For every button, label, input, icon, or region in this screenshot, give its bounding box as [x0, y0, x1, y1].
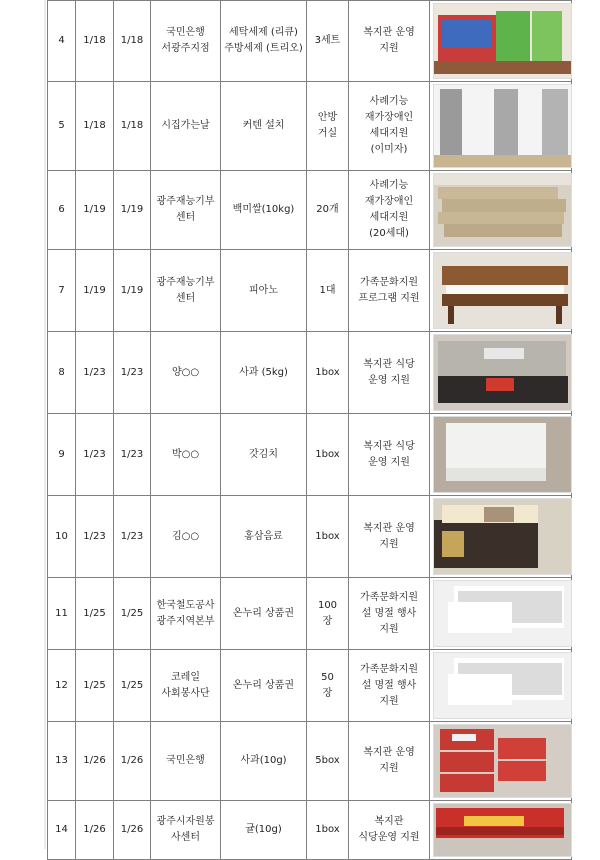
usage-purpose-cell: 복지관 식당 운영 지원: [349, 332, 430, 414]
receipt-date-cell: 1/25: [76, 578, 114, 650]
receipt-date-cell: 1/26: [76, 801, 114, 860]
rice-bags-photo: [433, 173, 572, 247]
registration-date-cell: 1/18: [114, 82, 151, 171]
table-row: [48, 496, 572, 578]
usage-purpose-cell: 가족문화지원 설 명절 행사 지원: [349, 650, 430, 722]
photo-cell: [430, 82, 572, 171]
table-row: [48, 171, 572, 250]
table-row: [48, 1, 572, 82]
item-name-cell: 갓김치: [221, 414, 307, 496]
table-row: [48, 82, 572, 171]
receipt-date-cell: 1/18: [76, 1, 114, 82]
registration-date-cell: 1/19: [114, 171, 151, 250]
piano-photo: [433, 252, 572, 329]
receipt-date-cell: 1/25: [76, 650, 114, 722]
donor-name-cell: 광주재능기부 센터: [151, 250, 221, 332]
quantity-cell: 5box: [307, 722, 349, 801]
table-row: [48, 650, 572, 722]
apple-box-photo: [433, 334, 572, 411]
usage-purpose-cell: 복지관 식당운영 지원: [349, 801, 430, 860]
usage-purpose-cell: 사례기능 재가장애인 세대지원 (이미자): [349, 82, 430, 171]
row-number-cell: 5: [48, 82, 76, 171]
registration-date-cell: 1/23: [114, 496, 151, 578]
item-name-cell: 온누리 상품권: [221, 578, 307, 650]
ginseng-box-photo: [433, 498, 572, 575]
quantity-cell: 3세트: [307, 1, 349, 82]
usage-purpose-cell: 복지관 운영 지원: [349, 722, 430, 801]
item-name-cell: 사과 (5kg): [221, 332, 307, 414]
quantity-cell: 100 장: [307, 578, 349, 650]
donor-name-cell: 시집가는날: [151, 82, 221, 171]
table-row: [48, 578, 572, 650]
donor-name-cell: 광주재능기부 센터: [151, 171, 221, 250]
detergent-boxes-photo: [433, 3, 572, 79]
photo-cell: [430, 801, 572, 860]
table-row: [48, 801, 572, 860]
donor-name-cell: 한국철도공사 광주지역본부: [151, 578, 221, 650]
donor-name-cell: 국민은행: [151, 722, 221, 801]
row-number-cell: 14: [48, 801, 76, 860]
gift-vouchers-photo: [433, 652, 572, 719]
registration-date-cell: 1/26: [114, 801, 151, 860]
usage-purpose-cell: 복지관 운영 지원: [349, 1, 430, 82]
item-name-cell: 세탁세제 (리큐) 주방세제 (트리오): [221, 1, 307, 82]
item-name-cell: 온누리 상품권: [221, 650, 307, 722]
table-row: [48, 722, 572, 801]
usage-purpose-cell: 가족문화지원 설 명절 행사 지원: [349, 578, 430, 650]
table-row: [48, 250, 572, 332]
quantity-cell: 1box: [307, 801, 349, 860]
usage-purpose-cell: 사례기능 재가장애인 세대지원 (20세대): [349, 171, 430, 250]
row-number-cell: 9: [48, 414, 76, 496]
row-number-cell: 11: [48, 578, 76, 650]
quantity-cell: 안방 거실: [307, 82, 349, 171]
usage-purpose-cell: 복지관 식당 운영 지원: [349, 414, 430, 496]
gift-vouchers-photo: [433, 580, 572, 647]
photo-cell: [430, 171, 572, 250]
photo-cell: [430, 1, 572, 82]
item-name-cell: 백미쌀(10kg): [221, 171, 307, 250]
photo-cell: [430, 414, 572, 496]
row-number-cell: 8: [48, 332, 76, 414]
receipt-date-cell: 1/23: [76, 496, 114, 578]
item-name-cell: 커텐 설치: [221, 82, 307, 171]
receipt-date-cell: 1/19: [76, 171, 114, 250]
photo-cell: [430, 250, 572, 332]
receipt-date-cell: 1/18: [76, 82, 114, 171]
page-margin-line: [44, 0, 46, 849]
item-name-cell: 귤(10g): [221, 801, 307, 860]
item-name-cell: 홍삼음료: [221, 496, 307, 578]
quantity-cell: 20개: [307, 171, 349, 250]
table-row: [48, 414, 572, 496]
donor-name-cell: 양○○: [151, 332, 221, 414]
registration-date-cell: 1/23: [114, 332, 151, 414]
donor-name-cell: 박○○: [151, 414, 221, 496]
quantity-cell: 50 장: [307, 650, 349, 722]
donor-name-cell: 광주시자원봉 사센터: [151, 801, 221, 860]
receipt-date-cell: 1/19: [76, 250, 114, 332]
receipt-date-cell: 1/23: [76, 332, 114, 414]
row-number-cell: 4: [48, 1, 76, 82]
photo-cell: [430, 650, 572, 722]
registration-date-cell: 1/23: [114, 414, 151, 496]
registration-date-cell: 1/26: [114, 722, 151, 801]
quantity-cell: 1box: [307, 414, 349, 496]
registration-date-cell: 1/25: [114, 650, 151, 722]
row-number-cell: 6: [48, 171, 76, 250]
row-number-cell: 12: [48, 650, 76, 722]
donor-name-cell: 김○○: [151, 496, 221, 578]
donation-table: [47, 0, 572, 860]
photo-cell: [430, 496, 572, 578]
row-number-cell: 10: [48, 496, 76, 578]
apple-boxes-stack-photo: [433, 724, 572, 798]
quantity-cell: 1대: [307, 250, 349, 332]
registration-date-cell: 1/19: [114, 250, 151, 332]
registration-date-cell: 1/25: [114, 578, 151, 650]
table-row: [48, 332, 572, 414]
donor-name-cell: 코레일 사회봉사단: [151, 650, 221, 722]
registration-date-cell: 1/18: [114, 1, 151, 82]
usage-purpose-cell: 복지관 운영 지원: [349, 496, 430, 578]
photo-cell: [430, 722, 572, 801]
styrofoam-box-photo: [433, 416, 572, 493]
usage-purpose-cell: 가족문화지원 프로그램 지원: [349, 250, 430, 332]
receipt-date-cell: 1/26: [76, 722, 114, 801]
item-name-cell: 피아노: [221, 250, 307, 332]
curtains-photo: [433, 84, 572, 168]
photo-cell: [430, 578, 572, 650]
quantity-cell: 1box: [307, 332, 349, 414]
donation-table-body: [48, 1, 572, 860]
item-name-cell: 사과(10g): [221, 722, 307, 801]
donor-name-cell: 국민은행 서광주지점: [151, 1, 221, 82]
row-number-cell: 7: [48, 250, 76, 332]
row-number-cell: 13: [48, 722, 76, 801]
receipt-date-cell: 1/23: [76, 414, 114, 496]
quantity-cell: 1box: [307, 496, 349, 578]
photo-cell: [430, 332, 572, 414]
